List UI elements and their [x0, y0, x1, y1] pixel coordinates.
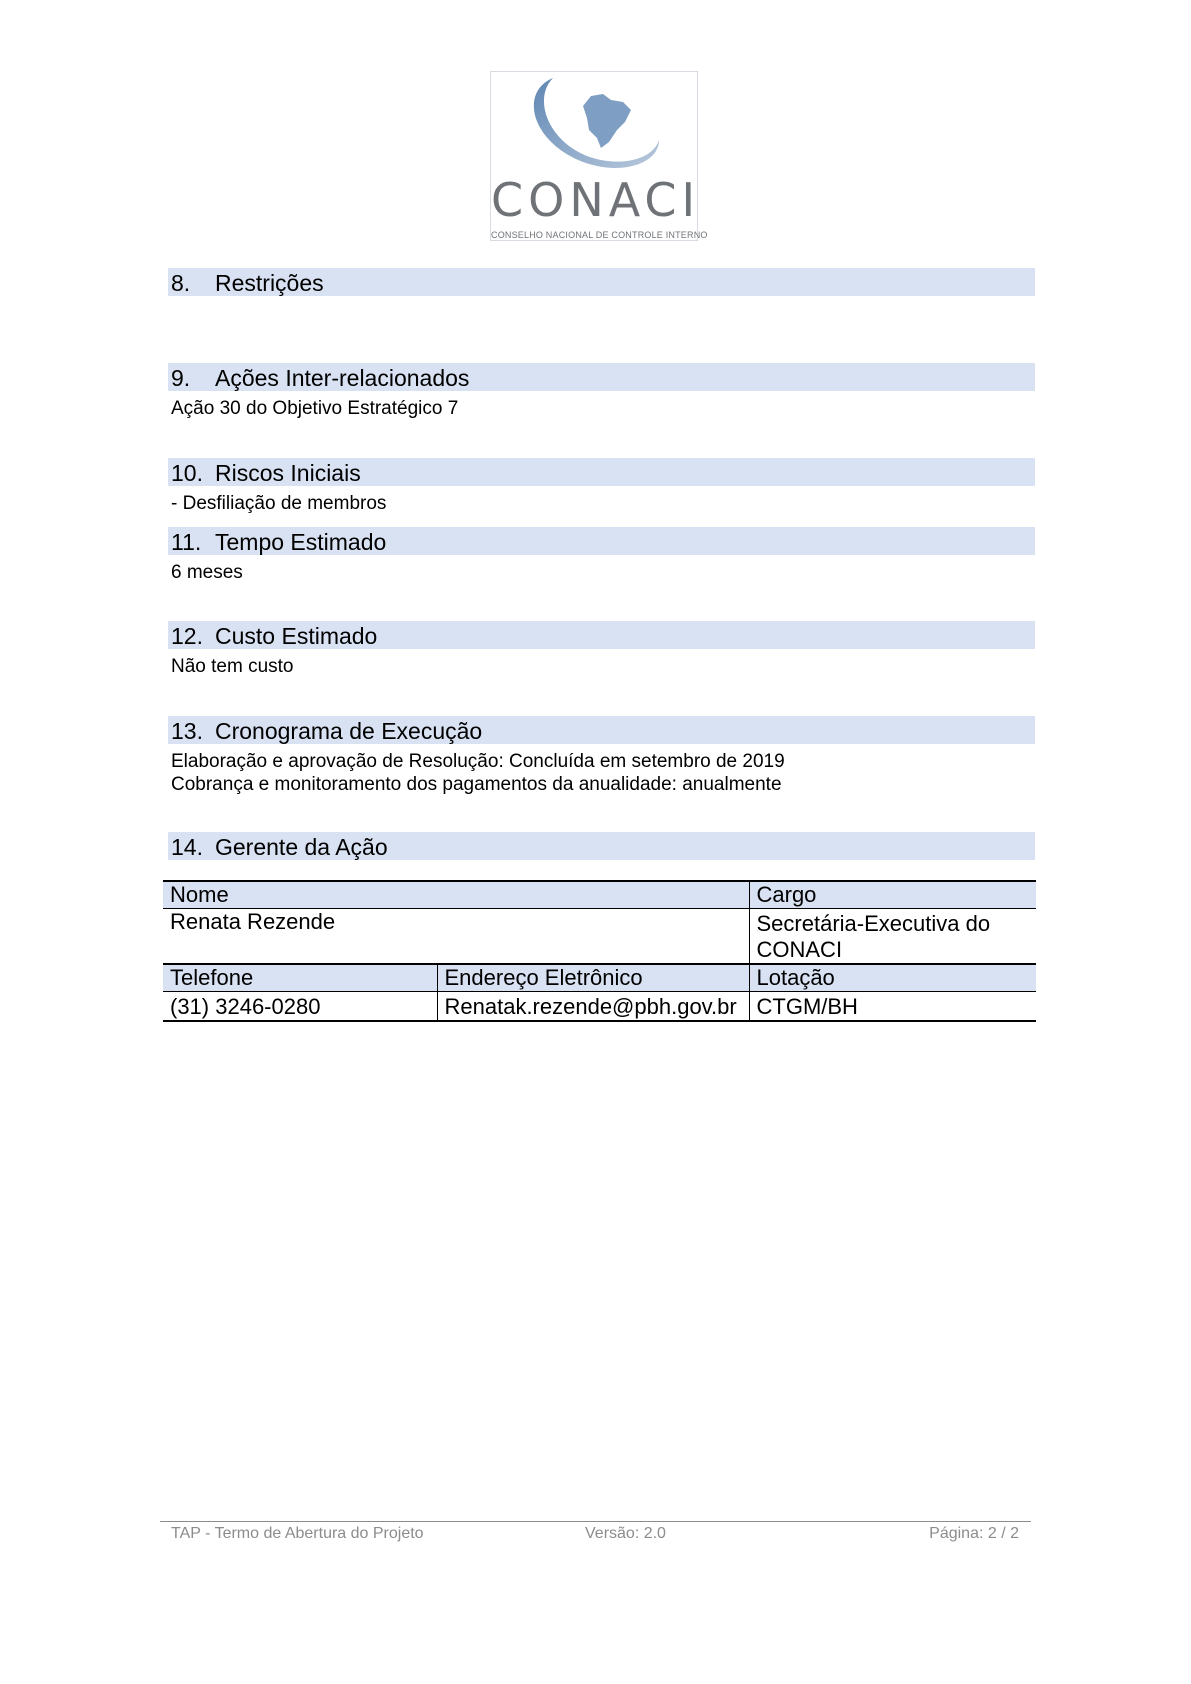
conaci-logo: [490, 71, 708, 241]
brazil-orbit-icon: [491, 72, 697, 182]
section-title: Restrições: [215, 270, 324, 296]
header-cell-lotacao: Lotação: [749, 964, 1036, 992]
section-header-custo: [168, 621, 1035, 649]
cell-telefone: (31) 3246-0280: [163, 992, 437, 1022]
table-row: [163, 992, 1036, 1022]
section-number: 12.: [171, 623, 203, 649]
table-row: [163, 909, 1036, 965]
cell-email: Renatak.rezende@pbh.gov.br: [437, 992, 749, 1022]
section-number: 13.: [171, 718, 203, 744]
footer-page-number: Página: 2 / 2: [929, 1525, 1019, 1542]
logo-subtitle: CONSELHO NACIONAL DE CONTROLE INTERNO: [491, 230, 708, 240]
section-header-acoes: [168, 363, 1035, 391]
section-number: 11.: [171, 529, 202, 555]
section-title: Tempo Estimado: [215, 529, 387, 555]
footer-document-title: TAP - Termo de Abertura do Projeto: [171, 1525, 424, 1542]
header-cell-email: Endereço Eletrônico: [437, 964, 749, 992]
section-header-tempo: [168, 527, 1035, 555]
section-number: 14.: [171, 834, 203, 860]
section-number: 10.: [171, 460, 203, 486]
cargo-line: Secretária-Executiva do: [756, 911, 991, 936]
footer-divider: [160, 1521, 1031, 1522]
cargo-line: CONACI: [756, 937, 843, 962]
section-header-cronograma: [168, 716, 1035, 744]
table-header-row: [163, 881, 1036, 909]
section-title: Riscos Iniciais: [215, 460, 361, 486]
cell-nome: Renata Rezende: [170, 909, 336, 934]
section-title: Gerente da Ação: [215, 834, 388, 860]
section-body-text: Não tem custo: [171, 656, 294, 677]
header-cell-telefone: Telefone: [163, 964, 437, 992]
section-number: 8.: [171, 270, 191, 296]
cell-lotacao: CTGM/BH: [749, 992, 1036, 1022]
section-body-text: - Desfiliação de membros: [171, 493, 387, 514]
section-header-restricoes: [168, 268, 1035, 296]
section-body-text: Elaboração e aprovação de Resolução: Concluída em setembro de 2019: [171, 751, 785, 772]
manager-table: [163, 880, 1036, 1022]
section-title: Cronograma de Execução: [215, 718, 483, 744]
section-body-text: 6 meses: [171, 562, 243, 583]
section-header-riscos: [168, 458, 1035, 486]
section-title: Custo Estimado: [215, 623, 378, 649]
footer-version: Versão: 2.0: [585, 1525, 666, 1542]
logo-wordmark: CONACI: [491, 173, 701, 227]
header-cell-cargo: Cargo: [749, 881, 1036, 909]
section-body-text: Ação 30 do Objetivo Estratégico 7: [171, 398, 459, 419]
section-title: Ações Inter-relacionados: [215, 365, 470, 391]
section-body-text: Cobrança e monitoramento dos pagamentos da anualidade: anualmente: [171, 774, 782, 795]
table-header-row: [163, 964, 1036, 992]
header-cell-nome: Nome: [163, 881, 749, 909]
section-header-gerente: [168, 832, 1035, 860]
section-number: 9.: [171, 365, 191, 391]
cell-cargo: [749, 909, 1036, 965]
